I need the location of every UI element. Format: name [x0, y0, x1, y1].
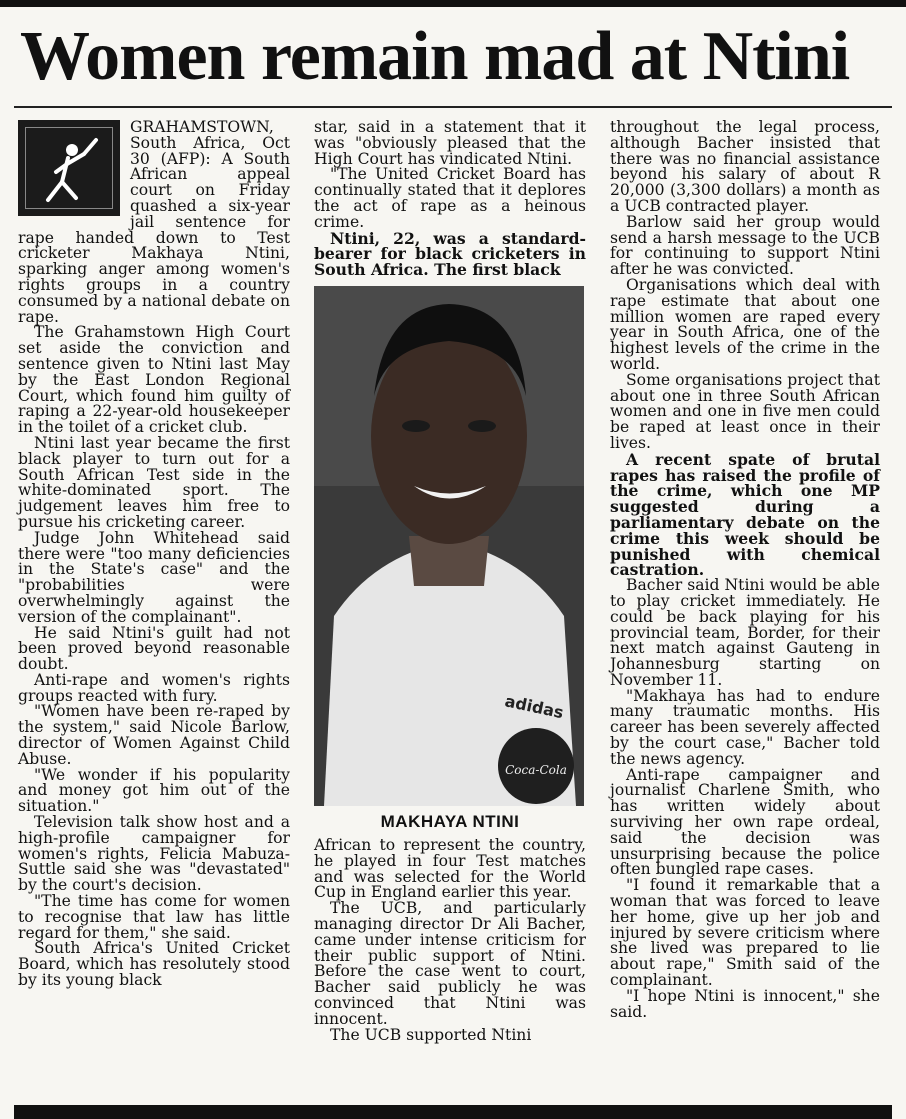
- paragraph: "The time has come for women to recognise that law has little regard for them," she said.: [18, 892, 290, 942]
- paragraph: Bacher said Ntini would be able to play cricket immediately. He could be back playing for his provincial team, Border, for their next match against Gauteng in Johannesburg starting on November 11.: [610, 576, 880, 689]
- paragraph: South Africa's United Cricket Board, which has resolutely stood by its young black: [18, 939, 290, 990]
- paragraph: "The United Cricket Board has continually stated that it deplores the act of rape as a heinous crime.: [314, 165, 586, 231]
- article-column-1: [18, 120, 290, 989]
- paragraph: Anti-rape campaigner and journalist Charlene Smith, who has written widely about surviving her own rape ordeal, said the decision was unsurprising because the police often bungled rape cases.: [610, 765, 880, 879]
- paragraph: Some organisations project that about one in three South African women and one in five men could be raped at least once in their lives.: [610, 370, 880, 452]
- paragraph: The UCB supported Ntini: [330, 1025, 532, 1044]
- paragraph: throughout the legal process, although Bacher insisted that there was no financial assistance beyond his salary of about R 20,000 (3,300 dollars) a month as a UCB contracted player.: [610, 118, 880, 215]
- paragraph: Anti-rape and women's rights groups reacted with fury.: [18, 670, 290, 705]
- paragraph: "We wonder if his popularity and money got him out of the situation.": [18, 765, 290, 816]
- paragraph: The Grahamstown High Court set aside the conviction and sentence given to Ntini last May by the East London Regional Court, which found him guilty of raping a 22-year-old housekeeper in the toilet of a cricket club.: [18, 323, 290, 437]
- paragraph: Organisations which deal with rape estimate that about one million women are raped every year in South Africa, one of the highest levels of the crime in the world.: [610, 275, 880, 373]
- paragraph: star, said in a statement that it was "obviously pleased that the High Court has vindicated Ntini.: [314, 118, 586, 168]
- player-photo: [314, 286, 584, 806]
- paragraph: "I found it remarkable that a woman that was forced to leave her home, give up her job and injured by severe criticism where she lived was prepared to lie about rape," Smith said of the complainant.: [610, 876, 880, 990]
- paragraph: He said Ntini's guilt had not been proved beyond reasonable doubt.: [18, 623, 290, 674]
- top-border: [0, 0, 906, 7]
- paragraph: "Women have been re-raped by the system," said Nicole Barlow, director of Women Against Child Abuse.: [18, 702, 290, 768]
- photo-caption: MAKHAYA NTINI: [380, 811, 520, 831]
- paragraph: Barlow said her group would send a harsh message to the UCB for continuing to support Ntini after he was convicted.: [610, 212, 880, 279]
- article-column-3: [610, 120, 880, 1020]
- headline-rule: [14, 106, 892, 108]
- paragraph: The UCB, and particularly managing director Dr Ali Bacher, came under intense criticism for their public support of Ntini. Before the case went to court, Bacher said publicly he was convinced that Ntini was innocent.: [314, 899, 586, 1028]
- paragraph: "Makhaya has had to endure many traumatic months. His career has been severely affected by the court case," Bacher told the news agency.: [610, 686, 880, 768]
- next-article-headline-strip: [14, 1105, 892, 1119]
- adidas-logo: adidas: [503, 691, 566, 723]
- paragraph: Ntini, 22, was a standard-bearer for black cricketers in South Africa. The first black: [314, 228, 586, 280]
- headline: Women remain mad at Ntini: [20, 18, 850, 95]
- paragraph: A recent spate of brutal rapes has raised the profile of the crime, which one MP suggested during a parliamentary debate on the crime this week should be punished with chemical castration.: [610, 449, 880, 580]
- coca-cola-logo: Coca-Cola: [505, 762, 567, 777]
- paragraph: "I hope Ntini is innocent," she said.: [610, 986, 880, 1021]
- paragraph: African to represent the country, he played in four Test matches and was selected for the World Cup in England earlier this year.: [314, 835, 586, 902]
- article-column-2: [314, 120, 586, 1043]
- paragraph: GRAHAMSTOWN, South Africa, Oct 30 (AFP): A South African appeal court on Friday quashed a six-year jail sentence for rape handed down to Test cricketer Makhaya Ntini, sparking anger among women's rights groups in a country consumed by a national debate on rape.: [18, 118, 290, 326]
- paragraph: Television talk show host and a high-profile campaigner for women's rights, Felicia Mabuza-Suttle said she was "devastated" by the court's decision.: [18, 813, 290, 895]
- paragraph: Ntini last year became the first black player to turn out for a South African Test side in the white-dominated sport. The judgement leaves him free to pursue his cricketing career.: [18, 433, 290, 531]
- cricket-icon: [18, 120, 120, 216]
- paragraph: Judge John Whitehead said there were "too many deficiencies in the State's case" and the "probabilities were overwhelmingly against the version of the complainant".: [18, 528, 290, 626]
